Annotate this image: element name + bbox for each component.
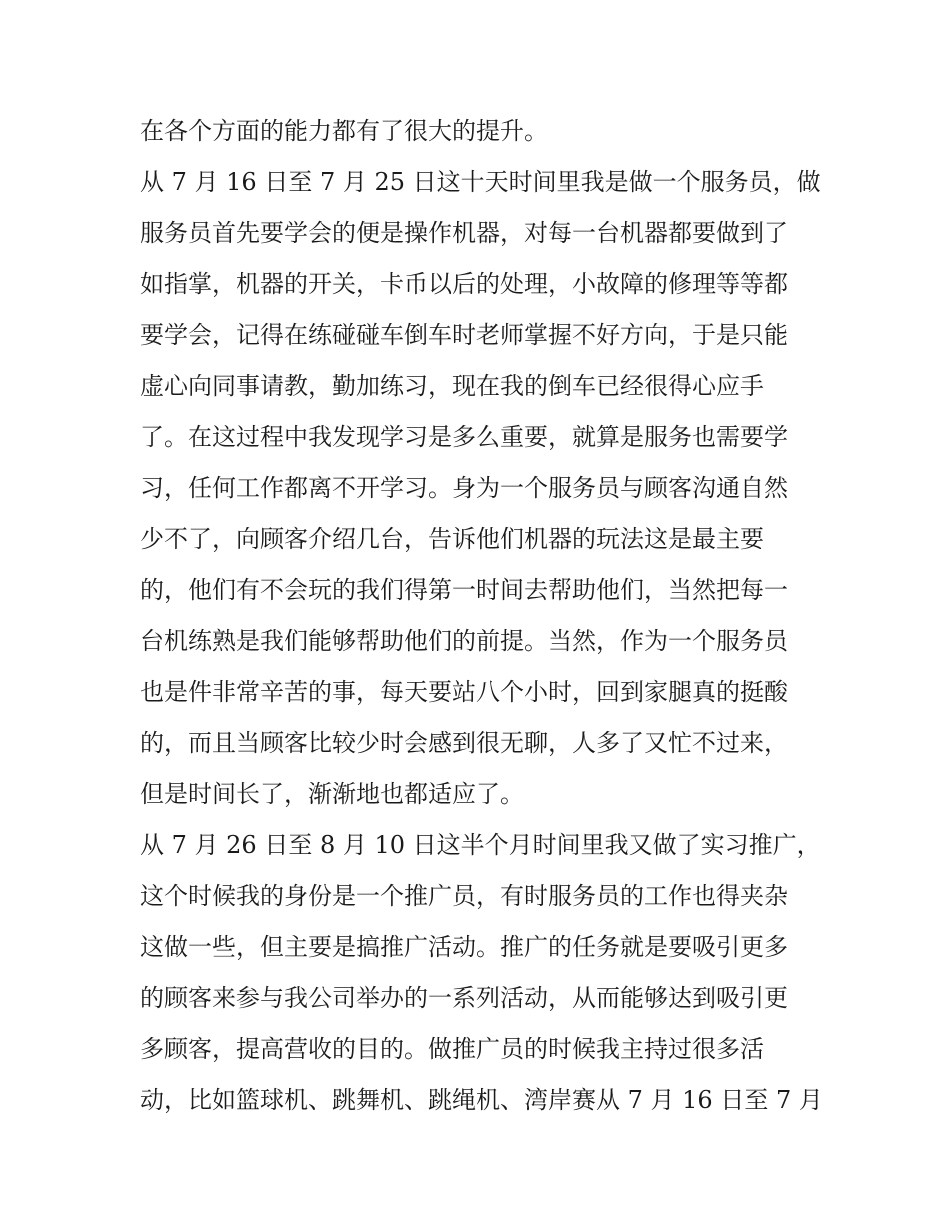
text-line: 这做一些，但主要是搞推广活动。推广的任务就是要吸引更多 — [140, 933, 788, 961]
text-line: 从 7 月 26 日至 8 月 10 日这半个月时间里我又做了实习推广， — [140, 831, 821, 859]
body-text — [140, 106, 830, 1126]
text-line: 但是时间长了，渐渐地也都适应了。 — [140, 780, 524, 808]
text-line: 从 7 月 16 日至 7 月 25 日这十天时间里我是做一个服务员，做 — [140, 168, 821, 196]
text-line: 如指掌，机器的开关，卡币以后的处理，小故障的修理等等都 — [140, 270, 788, 298]
text-line: 要学会，记得在练碰碰车倒车时老师掌握不好方向，于是只能 — [140, 321, 788, 349]
text-line: 也是件非常辛苦的事，每天要站八个小时，回到家腿真的挺酸 — [140, 678, 788, 706]
text-line: 台机练熟是我们能够帮助他们的前提。当然，作为一个服务员 — [140, 627, 788, 655]
text-line: 的顾客来参与我公司举办的一系列活动，从而能够达到吸引更 — [140, 984, 788, 1012]
text-line: 的，而且当顾客比较少时会感到很无聊，人多了又忙不过来， — [140, 729, 788, 757]
text-line: 这个时候我的身份是一个推广员，有时服务员的工作也得夹杂 — [140, 882, 788, 910]
text-line: 的，他们有不会玩的我们得第一时间去帮助他们，当然把每一 — [140, 576, 788, 604]
text-line: 少不了，向顾客介绍几台，告诉他们机器的玩法这是最主要 — [140, 525, 764, 553]
text-line: 服务员首先要学会的便是操作机器，对每一台机器都要做到了 — [140, 219, 788, 247]
text-line: 动，比如篮球机、跳舞机、跳绳机、湾岸赛从 7 月 16 日至 7 月 — [140, 1086, 823, 1114]
text-line: 了。在这过程中我发现学习是多么重要，就算是服务也需要学 — [140, 423, 788, 451]
text-line: 在各个方面的能力都有了很大的提升。 — [140, 117, 548, 145]
text-line: 多顾客，提高营收的目的。做推广员的时候我主持过很多活 — [140, 1035, 764, 1063]
text-line: 虚心向同事请教，勤加练习，现在我的倒车已经很得心应手 — [140, 372, 764, 400]
text-line: 习，任何工作都离不开学习。身为一个服务员与顾客沟通自然 — [140, 474, 788, 502]
